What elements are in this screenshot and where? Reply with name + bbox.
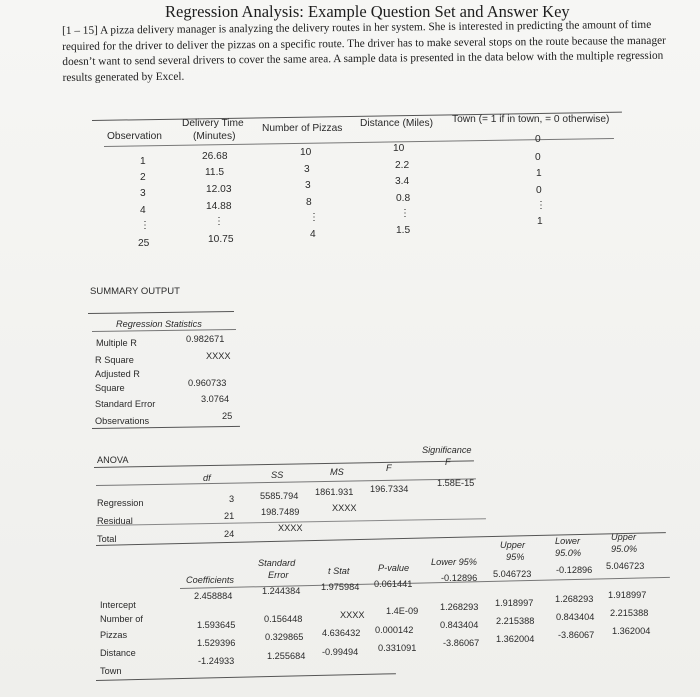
- coef-town-t: -0.99494: [322, 647, 359, 657]
- coef-distance-se: 0.329865: [265, 632, 304, 642]
- coef-distance-t: 4.636432: [322, 628, 361, 638]
- coef-distance-lower950: 0.843404: [556, 612, 595, 622]
- coef-pizzas-label: Number of: [100, 614, 143, 624]
- anova-col-significance: Significance: [422, 445, 472, 455]
- cell-town: ⋮: [536, 200, 547, 211]
- header-delivery-time-unit: (Minutes): [193, 131, 236, 142]
- cell-pizzas: ⋮: [309, 212, 320, 223]
- regstats-heading: Regression Statistics: [116, 319, 202, 329]
- coef-col-p-value: P-value: [378, 563, 410, 573]
- value-observations: 25: [222, 411, 233, 421]
- anova-top-rule: [94, 460, 474, 468]
- cell-observation: 25: [138, 238, 150, 249]
- coef-intercept-t: 1.975984: [321, 582, 360, 592]
- coef-col-coefficients: Coefficients: [186, 575, 235, 585]
- anova-regression-f: 196.7334: [370, 484, 409, 494]
- header-observation: Observation: [107, 131, 162, 142]
- coef-pizzas-se: 0.156448: [264, 614, 303, 624]
- coef-pizzas-coef: 1.593645: [197, 620, 236, 630]
- coef-col-lower-950: Lower: [555, 536, 581, 546]
- cell-town: 1: [536, 168, 542, 179]
- cell-pizzas: 10: [300, 147, 312, 158]
- cell-delivery-time: 14.88: [206, 201, 232, 212]
- cell-pizzas: 3: [305, 180, 311, 191]
- problem-statement: [1 – 15] A pizza delivery manager is analyzing the delivery routes in her system. She is interested in predicting the amount of time required for the driver to deliver the pizzas on a specific route. The driver has to make several stops on the route because the manager doesn’t want to send several drivers to cover the same area. A sample data is presented in the data below with the multiple regression results generated by Excel.: [62, 18, 666, 84]
- coef-intercept-coef: 2.458884: [194, 591, 233, 601]
- coef-distance-label: Distance: [100, 648, 136, 658]
- cell-pizzas: 4: [310, 229, 316, 240]
- coef-col-lower-95: Lower 95%: [431, 557, 477, 567]
- coef-distance-upper95: 2.215388: [496, 616, 535, 626]
- cell-distance: 2.2: [395, 160, 410, 171]
- anova-residual-df: 21: [224, 511, 235, 521]
- coef-distance-lower95: 0.843404: [440, 620, 479, 630]
- header-delivery-time: Delivery Time: [182, 118, 244, 129]
- value-standard-error: 3.0764: [201, 394, 230, 404]
- cell-pizzas: 8: [306, 197, 312, 208]
- anova-total-ss: XXXX: [278, 523, 303, 533]
- label-r-square: R Square: [95, 355, 134, 365]
- cell-delivery-time: 10.75: [208, 234, 234, 245]
- coef-pizzas-upper950: 1.918997: [608, 590, 647, 600]
- cell-delivery-time: 12.03: [206, 184, 232, 195]
- anova-heading: ANOVA: [97, 455, 129, 465]
- coef-pizzas-label-2: Pizzas: [100, 630, 128, 640]
- anova-col-df: df: [203, 473, 211, 483]
- regstats-bottom-rule: [92, 426, 240, 429]
- coef-intercept-upper95: 5.046723: [493, 569, 532, 579]
- coef-town-label: Town: [100, 666, 122, 676]
- cell-town: 1: [537, 216, 543, 227]
- coef-col-error: Error: [268, 570, 289, 580]
- cell-observation: ⋮: [140, 220, 151, 231]
- anova-col-ms: MS: [330, 467, 344, 477]
- header-number-of-pizzas: Number of Pizzas: [262, 123, 343, 134]
- cell-distance: ⋮: [400, 208, 411, 219]
- value-multiple-r: 0.982671: [186, 334, 225, 344]
- coef-town-se: 1.255684: [267, 651, 306, 661]
- coef-intercept-lower95: -0.12896: [441, 573, 478, 583]
- coef-col-upper-950-pct: 95.0%: [611, 544, 638, 554]
- coef-col-upper-95: Upper: [500, 540, 526, 550]
- coef-intercept-lower950: -0.12896: [556, 565, 593, 575]
- coef-town-lower95: -3.86067: [443, 638, 480, 648]
- anova-regression-significance: 1.58E-15: [437, 478, 475, 488]
- coef-col-lower-950-pct: 95.0%: [555, 548, 582, 558]
- coef-town-p: 0.331091: [378, 643, 417, 653]
- cell-observation: 2: [140, 172, 146, 183]
- coef-distance-upper950: 2.215388: [610, 608, 649, 618]
- coef-town-upper95: 1.362004: [496, 634, 535, 644]
- cell-town: 0: [535, 152, 541, 163]
- coef-intercept-label: Intercept: [100, 600, 136, 610]
- header-distance: Distance (Miles): [360, 118, 434, 129]
- coef-pizzas-lower950: 1.268293: [555, 594, 594, 604]
- cell-observation: 1: [140, 156, 146, 167]
- coef-col-upper-95-pct: 95%: [506, 552, 525, 562]
- coef-town-lower950: -3.86067: [558, 630, 595, 640]
- anova-regression-ms: 1861.931: [315, 487, 354, 497]
- anova-col-ss: SS: [271, 470, 284, 480]
- coef-col-upper-950: Upper: [611, 532, 637, 542]
- cell-town: 0: [535, 134, 541, 145]
- coef-pizzas-upper95: 1.918997: [495, 598, 534, 608]
- cell-distance: 0.8: [396, 193, 411, 204]
- label-adjusted-r: Adjusted R: [95, 369, 140, 379]
- regstats-header-rule: [92, 329, 236, 332]
- anova-header-rule: [96, 478, 476, 486]
- summary-output-heading: SUMMARY OUTPUT: [90, 286, 180, 297]
- header-town: Town (= 1 if in town, = 0 otherwise): [452, 114, 610, 125]
- coef-col-standard: Standard: [258, 558, 296, 568]
- anova-col-significance-f: F: [445, 457, 451, 467]
- coef-header-rule: [180, 577, 670, 589]
- coef-top-rule: [96, 532, 666, 546]
- anova-col-f: F: [386, 463, 392, 473]
- cell-delivery-time: 11.5: [205, 167, 225, 178]
- cell-town: 0: [536, 185, 542, 196]
- page-title: Regression Analysis: Example Question Set and Answer Key: [165, 2, 570, 21]
- coef-col-t-stat: t Stat: [328, 566, 350, 576]
- anova-residual-ms: XXXX: [332, 503, 357, 513]
- label-standard-error: Standard Error: [95, 399, 156, 409]
- cell-distance: 10: [393, 143, 405, 154]
- anova-residual-label: Residual: [97, 516, 133, 526]
- coef-pizzas-t: XXXX: [340, 610, 365, 620]
- label-multiple-r: Multiple R: [96, 338, 137, 348]
- anova-regression-label: Regression: [97, 498, 144, 508]
- cell-observation: 4: [140, 205, 146, 216]
- cell-observation: 3: [140, 188, 146, 199]
- anova-total-df: 24: [224, 529, 235, 539]
- cell-distance: 3.4: [395, 176, 410, 187]
- coef-intercept-p: 0.061441: [374, 579, 413, 589]
- cell-delivery-time: 26.68: [202, 151, 228, 162]
- value-adjusted-r-square: 0.960733: [188, 378, 227, 388]
- coef-pizzas-p: 1.4E-09: [386, 606, 419, 616]
- anova-regression-df: 3: [229, 494, 235, 504]
- coef-distance-coef: 1.529396: [197, 638, 236, 648]
- cell-distance: 1.5: [396, 225, 411, 236]
- coef-town-coef: -1.24933: [198, 656, 235, 666]
- coef-bottom-rule: [96, 673, 396, 681]
- label-adjusted-r-square: Square: [95, 383, 125, 393]
- regstats-top-rule: [88, 311, 234, 314]
- anova-regression-ss: 5585.794: [260, 491, 299, 501]
- coef-distance-p: 0.000142: [375, 625, 414, 635]
- anova-total-label: Total: [97, 534, 117, 544]
- coef-town-upper950: 1.362004: [612, 626, 651, 636]
- cell-pizzas: 3: [304, 164, 310, 175]
- coef-pizzas-lower95: 1.268293: [440, 602, 479, 612]
- label-observations: Observations: [95, 416, 150, 426]
- coef-intercept-upper950: 5.046723: [606, 561, 645, 571]
- value-r-square: XXXX: [206, 351, 231, 361]
- coef-intercept-se: 1.244384: [262, 586, 301, 596]
- anova-residual-ss: 198.7489: [261, 507, 300, 517]
- cell-delivery-time: ⋮: [214, 216, 225, 227]
